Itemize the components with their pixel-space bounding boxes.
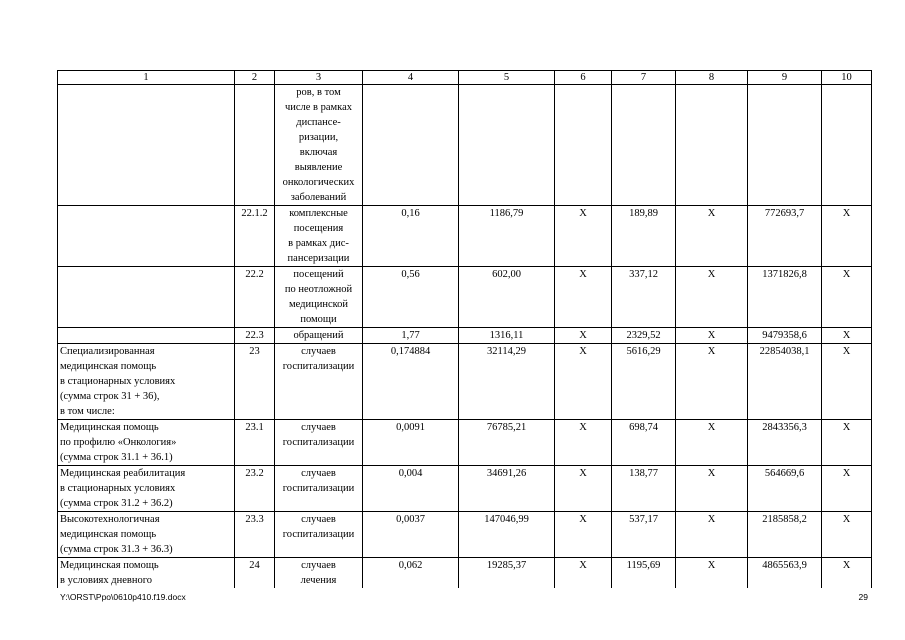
- table-cell: 4865563,9: [748, 558, 822, 589]
- table-row: [58, 466, 872, 512]
- table-cell: 564669,6: [748, 466, 822, 512]
- table-cell: Х: [676, 206, 748, 267]
- table-cell: случаев лечения: [275, 558, 363, 589]
- table-cell: случаев госпитализации: [275, 466, 363, 512]
- column-header: 2: [235, 71, 275, 85]
- table-cell: 0,56: [363, 267, 459, 328]
- table-cell: 0,16: [363, 206, 459, 267]
- table-cell: Х: [676, 267, 748, 328]
- table-cell: 1195,69: [612, 558, 676, 589]
- table-cell: 337,12: [612, 267, 676, 328]
- table-cell: Медицинская помощь по профилю «Онкология» (сумма строк 31.1 + 36.1): [58, 420, 235, 466]
- table-cell: Х: [822, 512, 872, 558]
- table-cell: Высокотехнологичная медицинская помощь (сумма строк 31.3 + 36.3): [58, 512, 235, 558]
- table-cell: комплексные посещения в рамках дис- пансеризации: [275, 206, 363, 267]
- table-cell: Х: [822, 206, 872, 267]
- table-cell: 9479358,6: [748, 328, 822, 344]
- header-row: [58, 71, 872, 85]
- table-cell: 19285,37: [459, 558, 555, 589]
- table-cell: случаев госпитализации: [275, 512, 363, 558]
- table-cell: Х: [822, 466, 872, 512]
- footer-page-number: 29: [858, 592, 868, 602]
- table-cell: [58, 85, 235, 206]
- table-cell: 23.1: [235, 420, 275, 466]
- table-cell: Х: [822, 344, 872, 420]
- table-cell: Х: [822, 420, 872, 466]
- column-header: 4: [363, 71, 459, 85]
- table-cell: [676, 85, 748, 206]
- table-cell: посещений по неотложной медицинской помощи: [275, 267, 363, 328]
- table-cell: ров, в том числе в рамках диспансе- ризации, включая выявление онкологических заболеваний: [275, 85, 363, 206]
- table-cell: [58, 267, 235, 328]
- table-cell: [612, 85, 676, 206]
- table-cell: 22.3: [235, 328, 275, 344]
- table-cell: 0,004: [363, 466, 459, 512]
- table-cell: Х: [555, 558, 612, 589]
- table-cell: случаев госпитализации: [275, 420, 363, 466]
- table-cell: Х: [555, 344, 612, 420]
- column-header: 1: [58, 71, 235, 85]
- footer-file-path: Y:\ORST\Ppo\0610p410.f19.docx: [60, 592, 186, 602]
- table-cell: 698,74: [612, 420, 676, 466]
- table-row: [58, 558, 872, 589]
- table-cell: 22854038,1: [748, 344, 822, 420]
- table-cell: Х: [822, 267, 872, 328]
- table-cell: 23.2: [235, 466, 275, 512]
- table-cell: Специализированная медицинская помощь в стационарных условиях (сумма строк 31 + 36), в том числе:: [58, 344, 235, 420]
- table-cell: Х: [555, 466, 612, 512]
- table-row: [58, 344, 872, 420]
- table-cell: 772693,7: [748, 206, 822, 267]
- table-cell: Х: [676, 328, 748, 344]
- table-cell: 23.3: [235, 512, 275, 558]
- table-cell: [363, 85, 459, 206]
- table-cell: Х: [822, 328, 872, 344]
- table-cell: 2843356,3: [748, 420, 822, 466]
- column-header: 9: [748, 71, 822, 85]
- table-row: [58, 85, 872, 206]
- table-cell: 1,77: [363, 328, 459, 344]
- table-cell: 22.1.2: [235, 206, 275, 267]
- table-cell: Х: [676, 344, 748, 420]
- table-cell: 0,062: [363, 558, 459, 589]
- table-cell: случаев госпитализации: [275, 344, 363, 420]
- column-header: 6: [555, 71, 612, 85]
- table-cell: 32114,29: [459, 344, 555, 420]
- table-cell: Х: [555, 267, 612, 328]
- table-cell: [235, 85, 275, 206]
- table-cell: 1186,79: [459, 206, 555, 267]
- table-cell: 0,0091: [363, 420, 459, 466]
- table-row: [58, 420, 872, 466]
- table-cell: 537,17: [612, 512, 676, 558]
- table-cell: 1371826,8: [748, 267, 822, 328]
- table-body: [58, 71, 872, 589]
- table-cell: 0,174884: [363, 344, 459, 420]
- table-cell: Медицинская реабилитация в стационарных условиях (сумма строк 31.2 + 36.2): [58, 466, 235, 512]
- table-cell: [822, 85, 872, 206]
- table-cell: Медицинская помощь в условиях дневного: [58, 558, 235, 589]
- table-cell: 76785,21: [459, 420, 555, 466]
- column-header: 7: [612, 71, 676, 85]
- column-header: 3: [275, 71, 363, 85]
- table-cell: [58, 206, 235, 267]
- table-cell: Х: [676, 512, 748, 558]
- table-row: [58, 206, 872, 267]
- table-cell: Х: [822, 558, 872, 589]
- table-row: [58, 328, 872, 344]
- table-cell: 2329,52: [612, 328, 676, 344]
- table-cell: Х: [555, 328, 612, 344]
- column-header: 10: [822, 71, 872, 85]
- column-header: 5: [459, 71, 555, 85]
- table-cell: Х: [676, 420, 748, 466]
- table-cell: 138,77: [612, 466, 676, 512]
- table-cell: 147046,99: [459, 512, 555, 558]
- column-header: 8: [676, 71, 748, 85]
- table-row: [58, 512, 872, 558]
- table-cell: Х: [555, 512, 612, 558]
- table-cell: Х: [555, 420, 612, 466]
- data-table: [57, 70, 872, 588]
- table-cell: 5616,29: [612, 344, 676, 420]
- table-cell: Х: [555, 206, 612, 267]
- table-cell: обращений: [275, 328, 363, 344]
- table-row: [58, 267, 872, 328]
- table-cell: [58, 328, 235, 344]
- table-cell: 2185858,2: [748, 512, 822, 558]
- table-cell: 24: [235, 558, 275, 589]
- table-cell: Х: [676, 466, 748, 512]
- table-cell: 23: [235, 344, 275, 420]
- table-cell: Х: [676, 558, 748, 589]
- table-cell: [555, 85, 612, 206]
- table-cell: 22.2: [235, 267, 275, 328]
- table-cell: 602,00: [459, 267, 555, 328]
- table-cell: 189,89: [612, 206, 676, 267]
- table-cell: [459, 85, 555, 206]
- table-cell: 0,0037: [363, 512, 459, 558]
- table-cell: 34691,26: [459, 466, 555, 512]
- table-cell: [748, 85, 822, 206]
- table-cell: 1316,11: [459, 328, 555, 344]
